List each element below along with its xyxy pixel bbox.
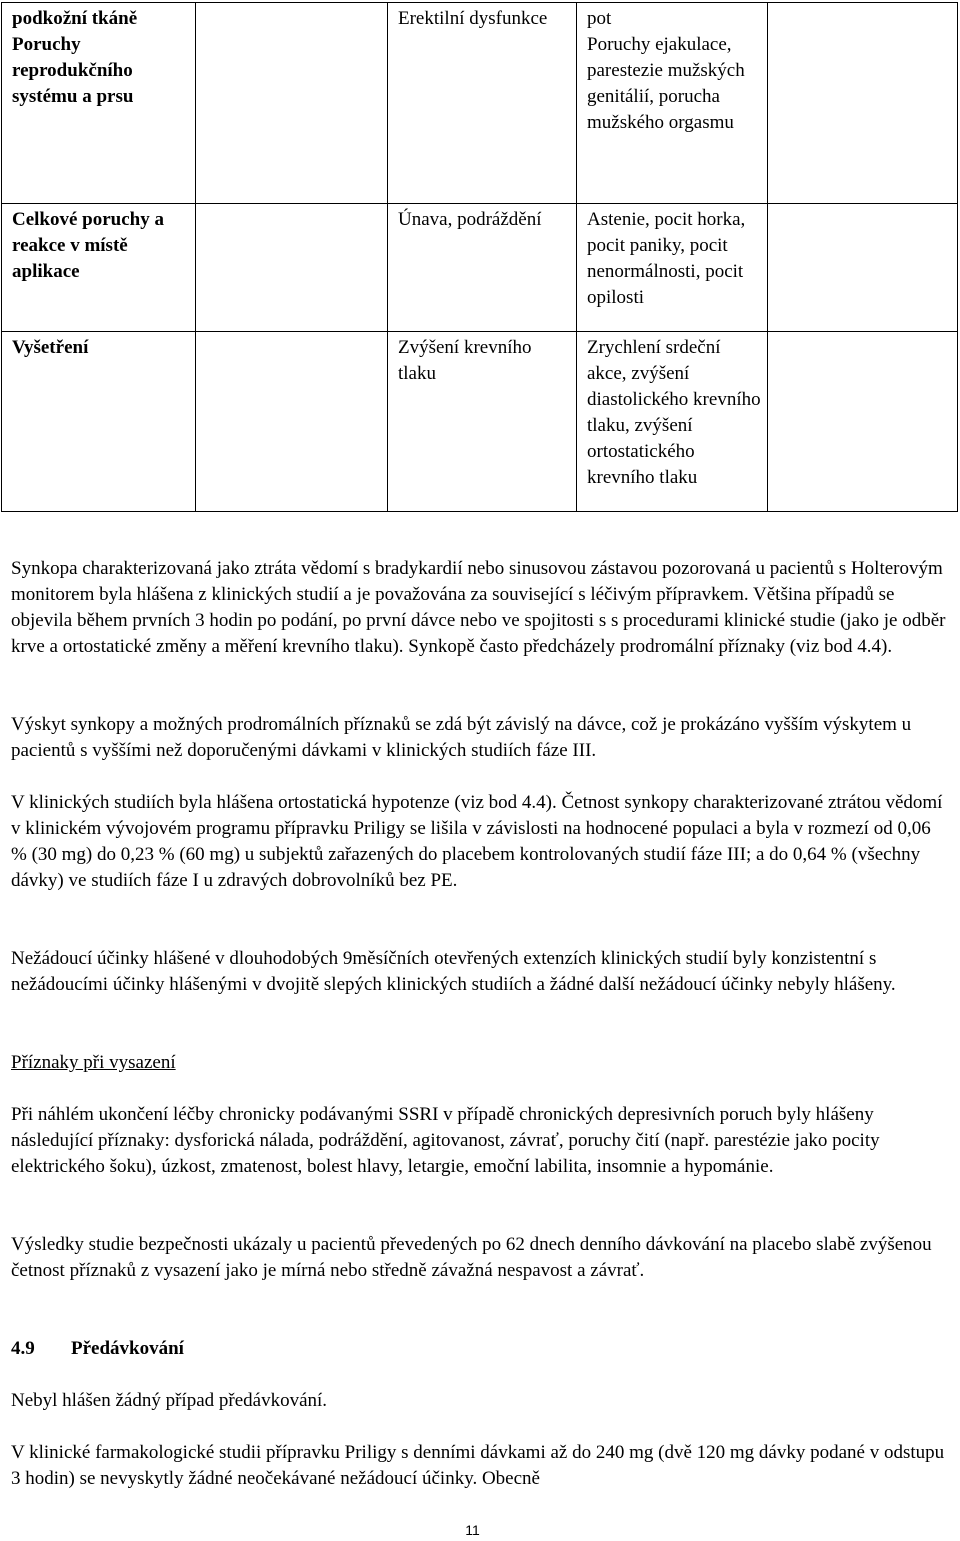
table-row: [2, 204, 958, 332]
frequency-cell: [768, 3, 958, 204]
cell-text: Zrychlení srdeční akce, zvýšení diastolického krevního tlaku, zvýšení ortostatického krevního tlaku: [587, 337, 761, 488]
syncope-dose-paragraph: Výskyt synkopy a možných prodromálních příznaků se zdá být závislý na dávce, což je prokázáno vyšším výskytem u pacientů s vyššími než doporučenými dávkami v klinických studiích fáze III.: [11, 714, 912, 761]
soc-cell: [2, 332, 196, 512]
pharmacology-paragraph: V klinické farmakologické studii přípravku Priligy s denními dávkami až do 240 mg (dvě 120 mg dávky podané v odstupu 3 hodin) se nevyskytly žádné neočekávané nežádoucí účinky. Obecně: [11, 1442, 945, 1489]
frequency-cell: [577, 3, 768, 204]
withdrawal-heading: Příznaky při vysazení: [11, 1052, 176, 1073]
table-row: [2, 332, 958, 512]
cell-text: Erektilní dysfunkce: [398, 8, 548, 29]
overdose-paragraph: Nebyl hlášen žádný případ předávkování.: [11, 1390, 328, 1411]
frequency-cell: [388, 3, 577, 204]
long-term-paragraph: Nežádoucí účinky hlášené v dlouhodobých 9měsíčních otevřených extenzích klinických studií byly konzistentní s nežádoucími účinky hlášenými v dvojitě slepých klinických studiích a žádné další nežádoucí účinky nebyly hlášeny.: [11, 948, 896, 995]
frequency-cell: [196, 332, 388, 512]
cell-text: Zvýšení krevního tlaku: [398, 337, 532, 384]
section-heading-overdose: [11, 1336, 184, 1362]
frequency-cell: [196, 204, 388, 332]
soc-label: Celkové poruchy a reakce v místě aplikace: [12, 209, 164, 282]
cell-text: pot Poruchy ejakulace, parestezie mužských genitálií, porucha mužského orgasmu: [587, 8, 745, 133]
page-number: 11: [465, 1522, 480, 1538]
soc-cell: [2, 3, 196, 204]
soc-label: podkožní tkáně Poruchy reprodukčního systému a prsu: [12, 8, 138, 107]
withdrawal-paragraph: Při náhlém ukončení léčby chronicky podávanými SSRI v případě chronických depresivních poruch byly hlášeny následující příznaky: dysforická nálada, podráždění, agitovanost, závrať, poruchy čití (např. parestézie jako pocity elektrického šoku), úzkost, zmatenost, bolest hlavy, letargie, emoční labilita, insomnie a hypománie.: [11, 1104, 880, 1177]
syncope-paragraph: Synkopa charakterizovaná jako ztráta vědomí s bradykardií nebo sinusovou zástavou pozorovaná u pacientů s Holterovým monitorem byla hlášena z klinických studií a je považována za související s léčivým přípravkem. Většina případů se objevila během prvních 3 hodin po podání, po první dávce nebo ve spojitosti s s procedurami klinické studie (jako je odběr krve a ortostatické změny a měření krevního tlaku). Synkopě často předcházely prodromální příznaky (viz bod 4.4).: [11, 558, 946, 657]
table-row: [2, 3, 958, 204]
frequency-cell: [768, 204, 958, 332]
frequency-cell: [768, 332, 958, 512]
soc-cell: [2, 204, 196, 332]
frequency-cell: [577, 204, 768, 332]
adverse-reactions-table: [1, 2, 958, 512]
frequency-cell: [388, 332, 577, 512]
soc-label: Vyšetření: [12, 337, 89, 358]
safety-study-paragraph: Výsledky studie bezpečnosti ukázaly u pacientů převedených po 62 dnech denního dávkování na placebo slabě zvýšenou četnost příznaků z vysazení jako je mírná nebo středně závažná nespavost a závrať.: [11, 1234, 932, 1281]
cell-text: Únava, podráždění: [398, 209, 542, 230]
orthostatic-paragraph: V klinických studiích byla hlášena ortostatická hypotenze (viz bod 4.4). Četnost synkopy charakterizované ztrátou vědomí v klinickém vývojovém programu přípravku Priligy se lišila v závislosti na hodnocené populaci a byla v rozmezí od 0,06 % (30 mg) do 0,23 % (60 mg) u subjektů zařazených do placebem kontrolovaných studií fáze III; a do 0,64 % (všechny dávky) ve studiích fáze I u zdravých dobrovolníků bez PE.: [11, 792, 943, 891]
section-number: 4.9: [11, 1338, 35, 1359]
section-title: Předávkování: [71, 1338, 184, 1359]
cell-text: Astenie, pocit horka, pocit paniky, pocit nenormálnosti, pocit opilosti: [587, 209, 746, 308]
frequency-cell: [196, 3, 388, 204]
frequency-cell: [577, 332, 768, 512]
frequency-cell: [388, 204, 577, 332]
